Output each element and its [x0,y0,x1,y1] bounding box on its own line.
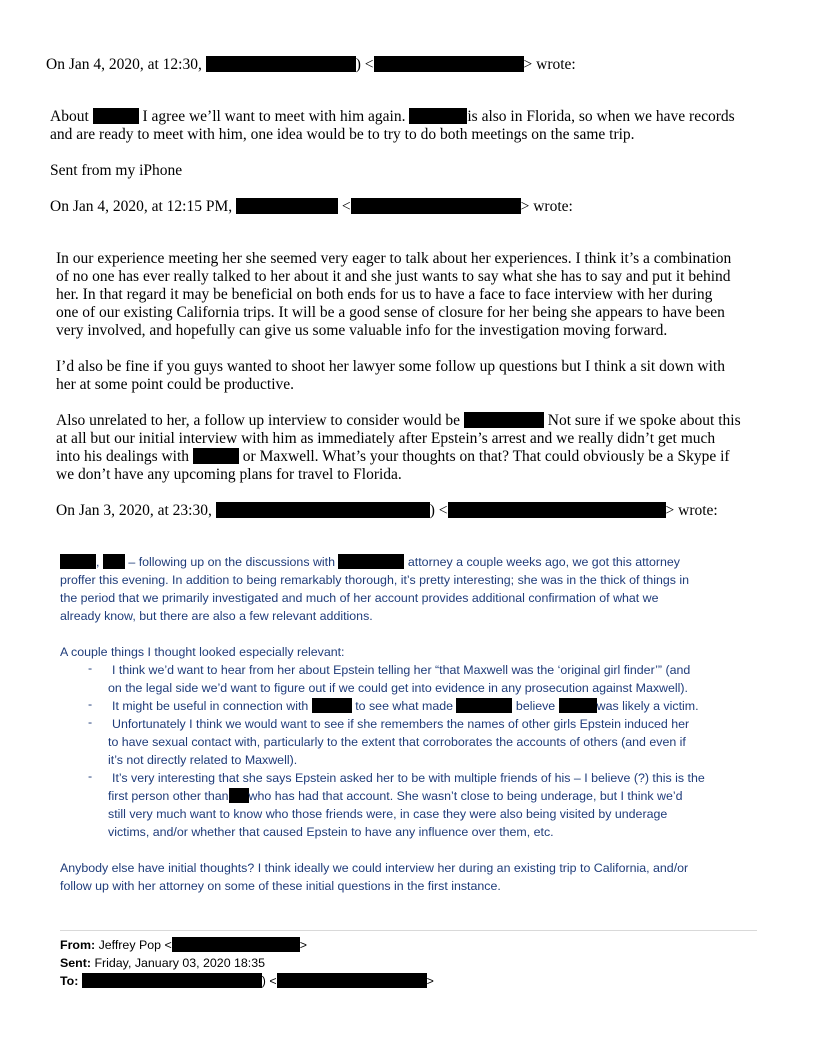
redacted-block [312,698,352,713]
email-header-1: On Jan 4, 2020, at 12:30, ) < > wrote: [46,56,576,73]
bullet-dash: - [88,769,93,783]
message-2-p1-line-3: her. In that regard it may be beneficial on both ends for us to have a face to face interview with her during [56,286,713,303]
footer-sent: Sent: Friday, January 03, 2020 18:35 [60,956,266,970]
message-3-closing-line-2: follow up with her attorney on some of these initial questions in the first instance. [60,879,501,893]
redacted-block [236,198,338,214]
redacted-block [206,56,356,72]
message-2-p2-line-2: her at some point could be productive. [56,376,295,393]
redacted-block [374,56,524,72]
redacted-block [60,554,96,569]
bullet-dash: - [88,715,93,729]
message-2-p1-line-5: very involved, and hopefully can give us some valuable info for the investigation moving forward. [56,322,668,339]
message-3-intro: A couple things I thought looked especially relevant: [60,645,345,659]
bullet-1-line-2: on the legal side we’d want to figure out if we could get into evidence in any prosecution against Maxwell). [108,681,688,695]
bullet-3-line-1: Unfortunately I think we would want to see if she remembers the names of other girls Epstein induced her [112,717,690,731]
footer-from: From: Jeffrey Pop < > [60,938,307,952]
message-2-p3-line-4: we don’t have any upcoming plans for travel to Florida. [56,466,402,483]
message-2-p1-line-2: of no one has ever really talked to her about it and she just wants to say what she has to say and put it behind [56,268,731,285]
bullet-4-line-1: It’s very interesting that she says Epstein asked her to be with multiple friends of his – I believe (?) this is the [112,771,705,785]
message-1-line-1: About I agree we’ll want to meet with him again. is also in Florida, so when we have records [50,108,735,125]
message-3-line-2: proffer this evening. In addition to being remarkably thorough, it’s pretty interesting; she was in the thick of things in [60,573,690,587]
bullet-4-line-3: still very much want to know who those friends were, in case they were also being visited by underage [108,807,668,821]
message-3-closing-line-1: Anybody else have initial thoughts? I think ideally we could interview her during an existing trip to California, and/or [60,861,689,875]
message-2-p1-line-1: In our experience meeting her she seemed very eager to talk about her experiences. I think it’s a combination [56,250,732,267]
message-2-p2-line-1: I’d also be fine if you guys wanted to shoot her lawyer some follow up questions but I think a sit down with [56,358,725,375]
bullet-dash: - [88,661,93,675]
redacted-block [351,198,521,214]
redacted-block [464,412,544,428]
redacted-block [216,502,430,518]
bullet-4-line-2: first person other than who has had that account. She wasn’t close to being underage, but I think we’d [108,789,683,803]
bullet-1-line-1: I think we’d want to hear from her about Epstein telling her “that Maxwell was the ‘original girl finder’” (and [112,663,691,677]
bullet-2-line-1: It might be useful in connection with to see what made believe was likely a victim. [112,699,699,713]
message-2-p3-line-1: Also unrelated to her, a follow up interview to consider would be Not sure if we spoke about this [56,412,741,429]
redacted-block [277,973,427,988]
divider [60,930,757,931]
email-header-3: On Jan 3, 2020, at 23:30, ) < > wrote: [56,502,718,519]
redacted-block [409,108,467,124]
redacted-block [103,554,125,569]
redacted-block [229,788,249,803]
message-3-line-3: the period that we primarily investigated and much of her account provides additional confirmation of what we [60,591,659,605]
bullet-3-line-2: to have sexual contact with, particularly to the extent that corroborates the accounts of others (and even if [108,735,686,749]
redacted-block [338,554,404,569]
sent-from-iphone: Sent from my iPhone [50,162,183,179]
email-header-2: On Jan 4, 2020, at 12:15 PM, < > wrote: [50,198,573,215]
redacted-block [456,698,512,713]
message-2-p3-line-2: at all but our initial interview with him as immediately after Epstein’s arrest and we really didn’t get much [56,430,716,447]
redacted-block [172,937,300,952]
footer-to: To: ) < > [60,974,434,988]
bullet-4-line-4: victims, and/or whether that caused Epstein to have any influence over them, etc. [108,825,554,839]
redacted-block [559,698,597,713]
message-3-line-1: , – following up on the discussions with attorney a couple weeks ago, we got this attorney [60,553,680,571]
message-1-line-2: and are ready to meet with him, one idea would be to try to do both meetings on the same trip. [50,126,635,143]
message-2-p3-line-3: into his dealings with or Maxwell. What’s your thoughts on that? That could obviously be a Skype if [56,448,730,465]
redacted-block [193,448,239,464]
bullet-3-line-3: it’s not directly related to Maxwell). [108,753,298,767]
message-2-p1-line-4: one of our existing California trips. It will be a good sense of closure for her being she appears to have been [56,304,725,321]
redacted-block [82,973,262,988]
bullet-dash: - [88,697,93,711]
message-3-line-4: already know, but there are also a few relevant additions. [60,609,373,623]
redacted-block [93,108,139,124]
redacted-block [448,502,666,518]
